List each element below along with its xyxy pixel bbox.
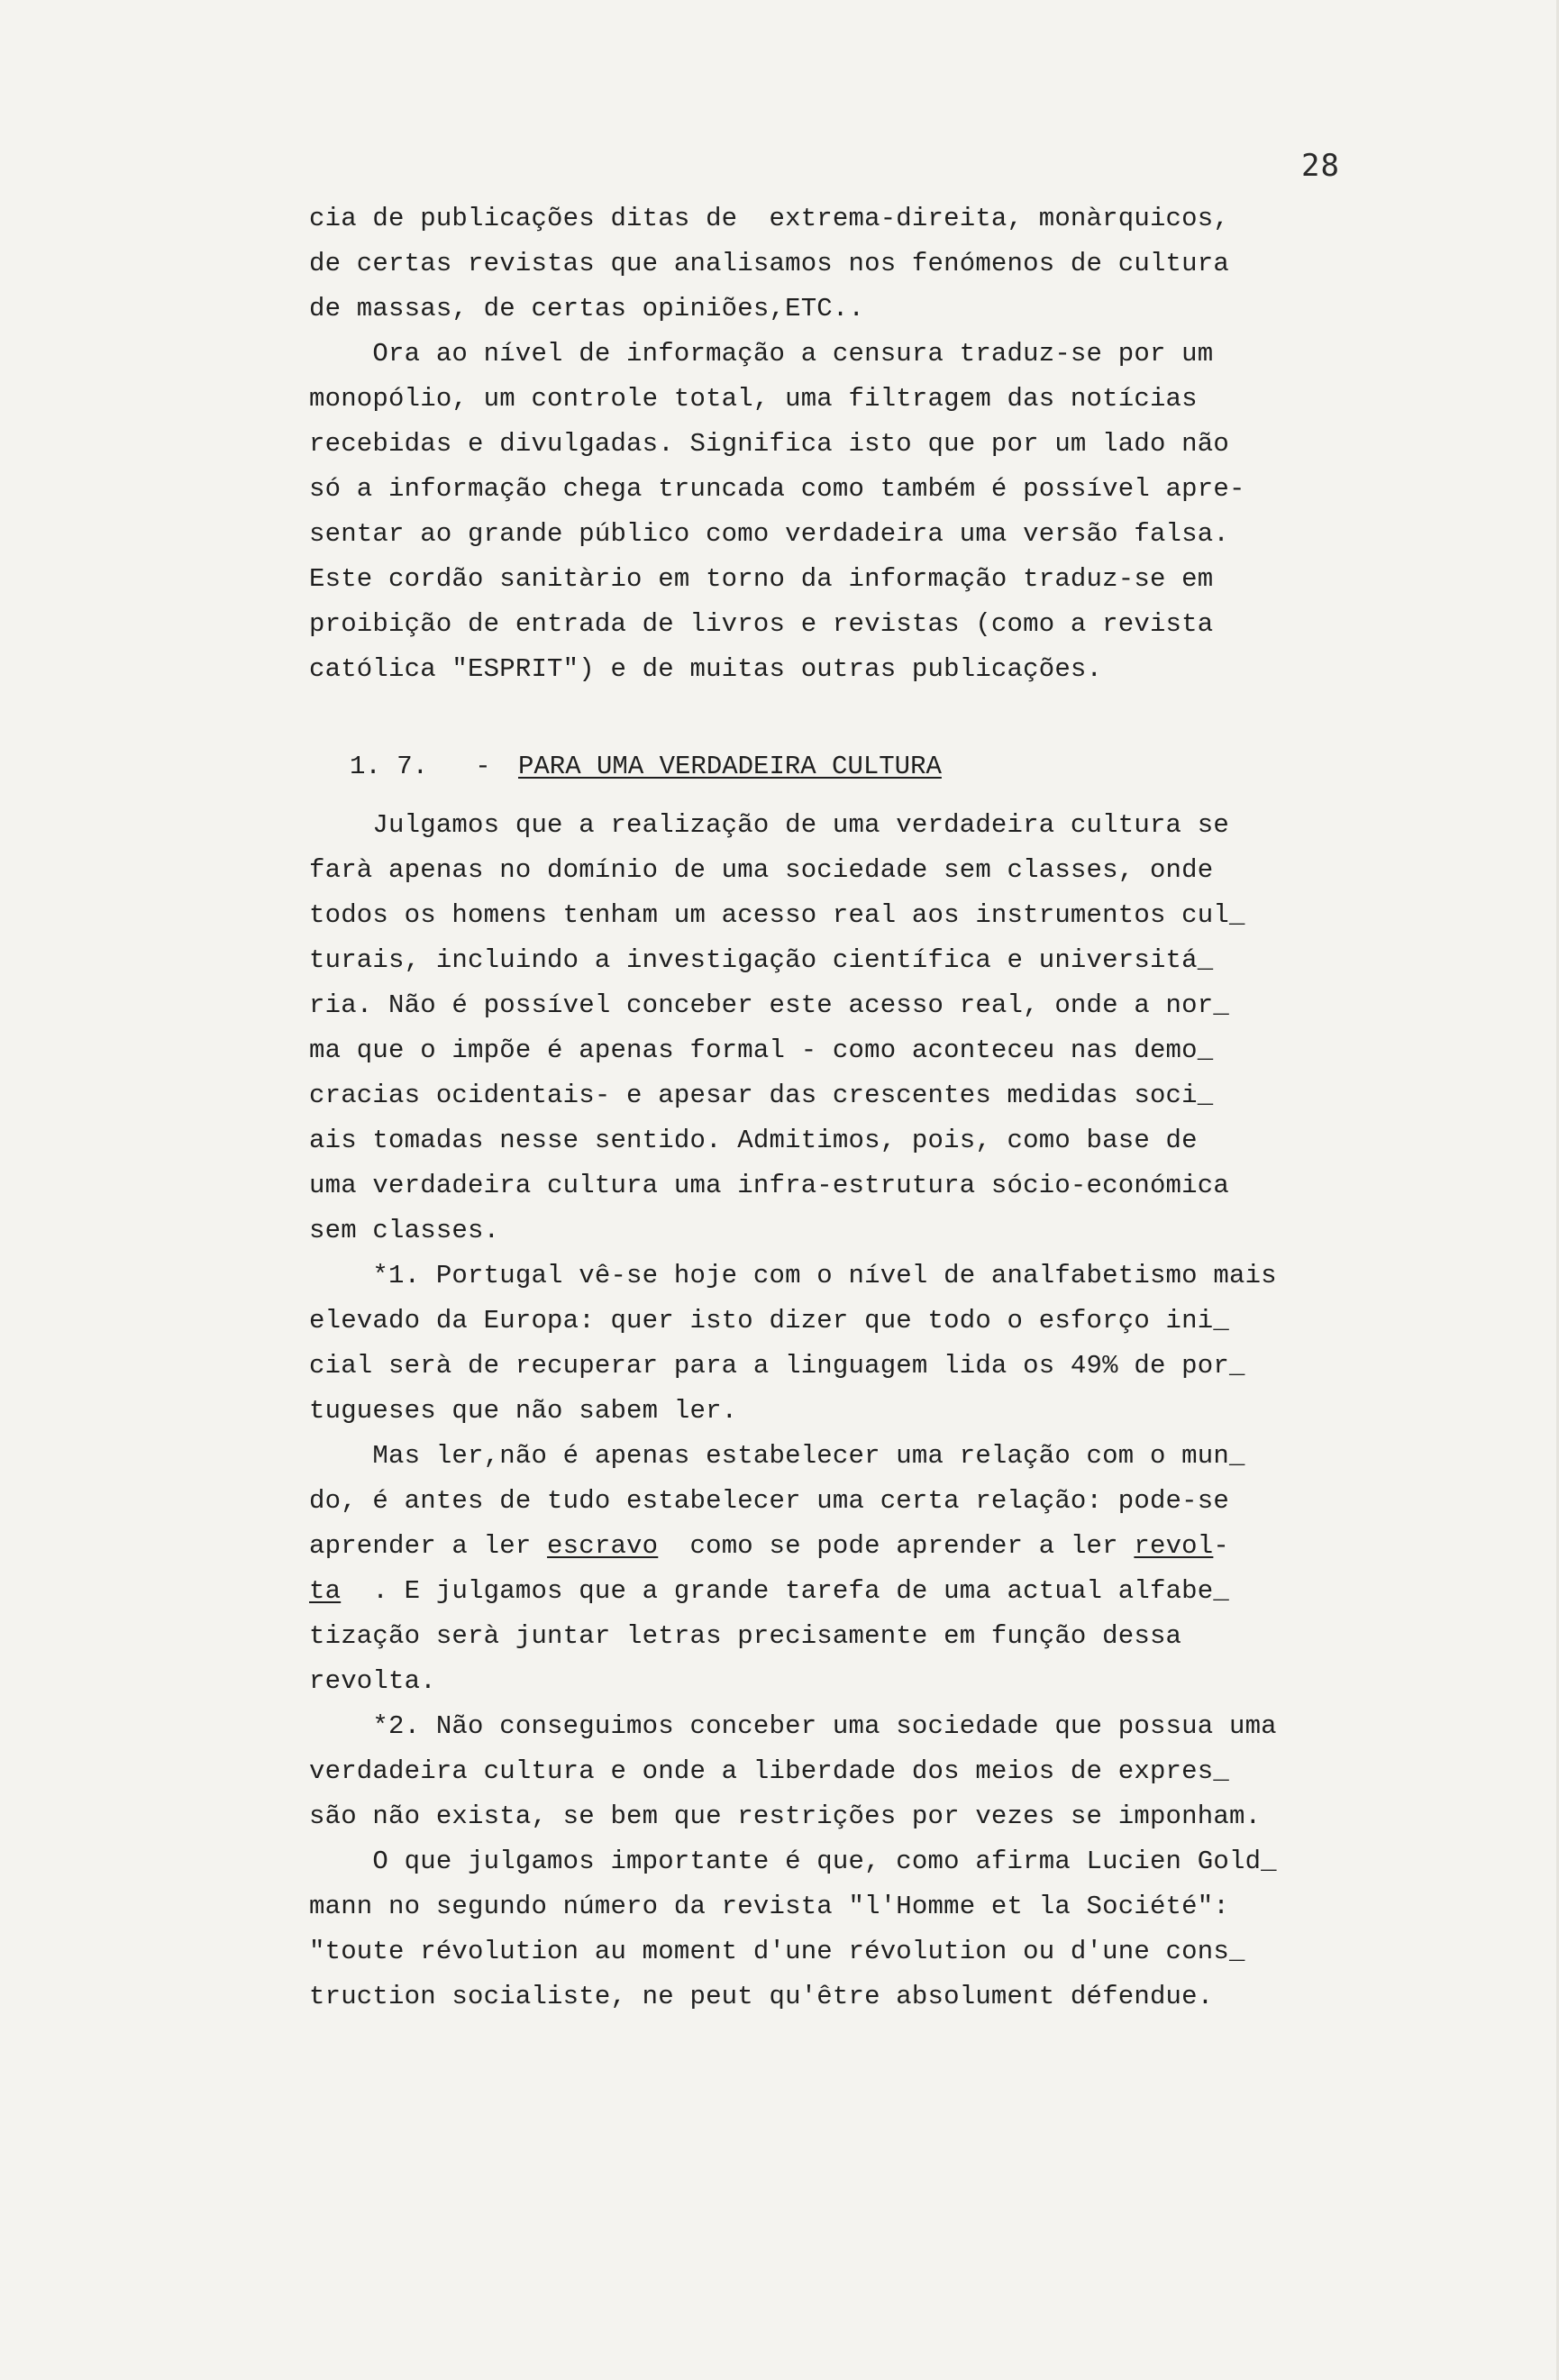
text-line: recebidas e divulgadas. Significa isto que por um lado não: [309, 429, 1229, 459]
text-line: ta . E julgamos que a grande tarefa de uma actual alfabe_: [309, 1576, 1229, 1606]
text-line: *1. Portugal vê-se hoje com o nível de analfabetismo mais: [309, 1261, 1277, 1290]
text-line: truction socialiste, ne peut qu'être absolument défendue.: [309, 1982, 1214, 2011]
text-line: Este cordão sanitàrio em torno da informação traduz-se em: [309, 564, 1214, 594]
text-line: O que julgamos importante é que, como afirma Lucien Gold_: [309, 1847, 1277, 1876]
text-line: uma verdadeira cultura uma infra-estrutura sócio-económica: [309, 1171, 1229, 1200]
text-line: elevado da Europa: quer isto dizer que todo o esforço ini_: [309, 1306, 1229, 1336]
text-line: do, é antes de tudo estabelecer uma certa relação: pode-se: [309, 1486, 1229, 1516]
text-line: Julgamos que a realização de uma verdadeira cultura se: [309, 810, 1229, 840]
text-line: Ora ao nível de informação a censura traduz-se por um: [309, 339, 1214, 369]
text-line: ais tomadas nesse sentido. Admitimos, pois, como base de: [309, 1126, 1198, 1155]
page-number: 28: [1301, 148, 1340, 184]
text-line: cracias ocidentais- e apesar das crescentes medidas soci_: [309, 1081, 1214, 1110]
text-line: turais, incluindo a investigação científica e universitá_: [309, 945, 1214, 975]
section-number: 1. 7. -: [350, 752, 491, 781]
text-line: farà apenas no domínio de uma sociedade sem classes, onde: [309, 855, 1214, 885]
text-line: ma que o impõe é apenas formal - como aconteceu nas demo_: [309, 1035, 1214, 1065]
text-line: todos os homens tenham um acesso real aos instrumentos cul_: [309, 900, 1245, 930]
text-line: verdadeira cultura e onde a liberdade dos meios de expres_: [309, 1756, 1229, 1786]
text-line: sentar ao grande público como verdadeira uma versão falsa.: [309, 519, 1229, 549]
text-line: são não exista, se bem que restrições por vezes se imponham.: [309, 1801, 1262, 1831]
text-line: *2. Não conseguimos conceber uma sociedade que possua uma: [309, 1711, 1277, 1741]
text-line: católica "ESPRIT") e de muitas outras publicações.: [309, 654, 1103, 684]
text-line: "toute révolution au moment d'une révolution ou d'une cons_: [309, 1937, 1245, 1966]
text-line: de massas, de certas opiniões,ETC..: [309, 294, 865, 324]
text-line: aprender a ler escravo como se pode aprender a ler revol-: [309, 1531, 1229, 1561]
text-line: ria. Não é possível conceber este acesso real, onde a nor_: [309, 990, 1229, 1020]
text-line: só a informação chega truncada como também é possível apre-: [309, 474, 1245, 504]
text-line: cia de publicações ditas de extrema-direita, monàrquicos,: [309, 204, 1229, 233]
text-line: tugueses que não sabem ler.: [309, 1396, 738, 1426]
text-line: Mas ler,não é apenas estabelecer uma relação com o mun_: [309, 1441, 1245, 1471]
text-line: proibição de entrada de livros e revistas (como a revista: [309, 609, 1214, 639]
text-line: tização serà juntar letras precisamente em função dessa: [309, 1621, 1182, 1651]
text-line: cial serà de recuperar para a linguagem lida os 49% de por_: [309, 1351, 1245, 1381]
text-line: mann no segundo número da revista "l'Homme et la Société":: [309, 1892, 1229, 1921]
text-line: sem classes.: [309, 1216, 500, 1245]
text-line: monopólio, um controle total, uma filtragem das notícias: [309, 384, 1198, 414]
text-line: revolta.: [309, 1666, 436, 1696]
text-line: de certas revistas que analisamos nos fenómenos de cultura: [309, 249, 1229, 278]
section-title: PARA UMA VERDADEIRA CULTURA: [518, 752, 942, 781]
